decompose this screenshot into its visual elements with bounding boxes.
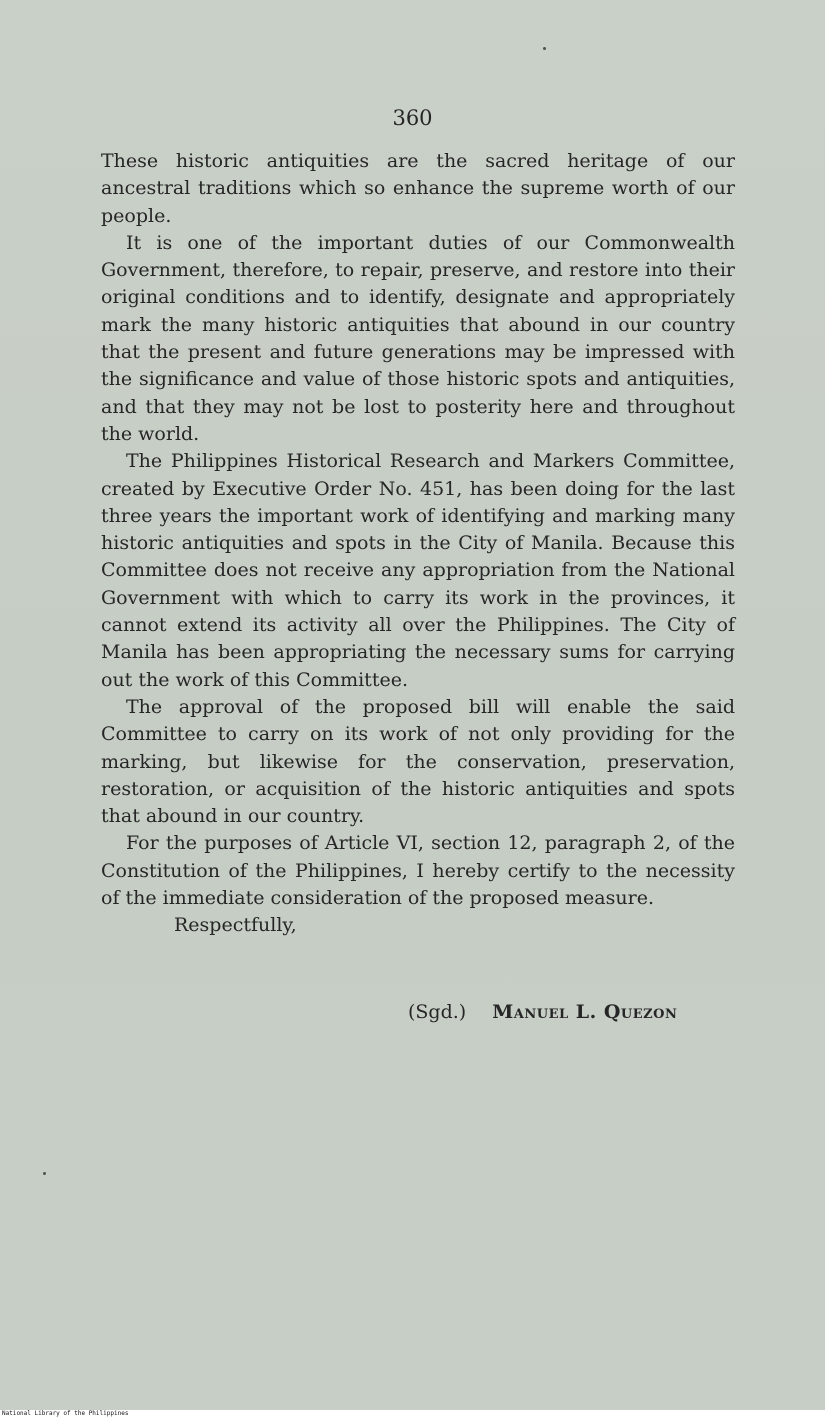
paragraph: These historic antiquities are the sacred heritage of our ancestral traditions which so enhance the supreme worth of our people. bbox=[101, 150, 735, 227]
paragraph: It is one of the important duties of our Commonwealth Government, therefore, to repair, preserve, and restore into their original conditions and to identify, designate and appropriately mark the many historic antiquities that abound in our country that the present and future generations may be impressed with the significance and value of those historic spots and antiquities, and that they may not be lost to posterity here and throughout the world. bbox=[101, 231, 735, 445]
paragraph: The approval of the proposed bill will enable the said Committee to carry on its work of not only providing for the marking, but likewise for the conservation, preservation, restoration, or acquisition of the historic antiquities and spots that abound in our country. bbox=[101, 695, 735, 828]
signatory-name: Manuel L. Quezon bbox=[492, 1001, 678, 1023]
page-number: 360 bbox=[392, 106, 433, 130]
paper-speck bbox=[543, 47, 546, 50]
paragraph: The Philippines Historical Research and Markers Committee, created by Executive Order No. 451, has been doing for the last three years the important work of identifying and marking many historic antiquities and spots in the City of Manila. Because this Committee does not receive any appropriation from the National Government with which to carry its work in the provinces, it cannot extend its activity all over the Philippines. The City of Manila has been appropriating the necessary sums for carrying out the work of this Committee. bbox=[101, 450, 735, 691]
paper-speck bbox=[43, 1172, 46, 1175]
closing-salutation: Respectfully, bbox=[174, 914, 297, 937]
library-credit: National Library of the Philippines bbox=[2, 1410, 129, 1417]
signed-marker: (Sgd.) bbox=[408, 1001, 467, 1023]
body-text bbox=[101, 148, 735, 940]
paragraph: For the purposes of Article VI, section 12, paragraph 2, of the Constitution of the Philippines, I hereby certify to the necessity of the immediate consideration of the proposed measure. bbox=[101, 832, 735, 910]
signature-line bbox=[408, 998, 677, 1026]
